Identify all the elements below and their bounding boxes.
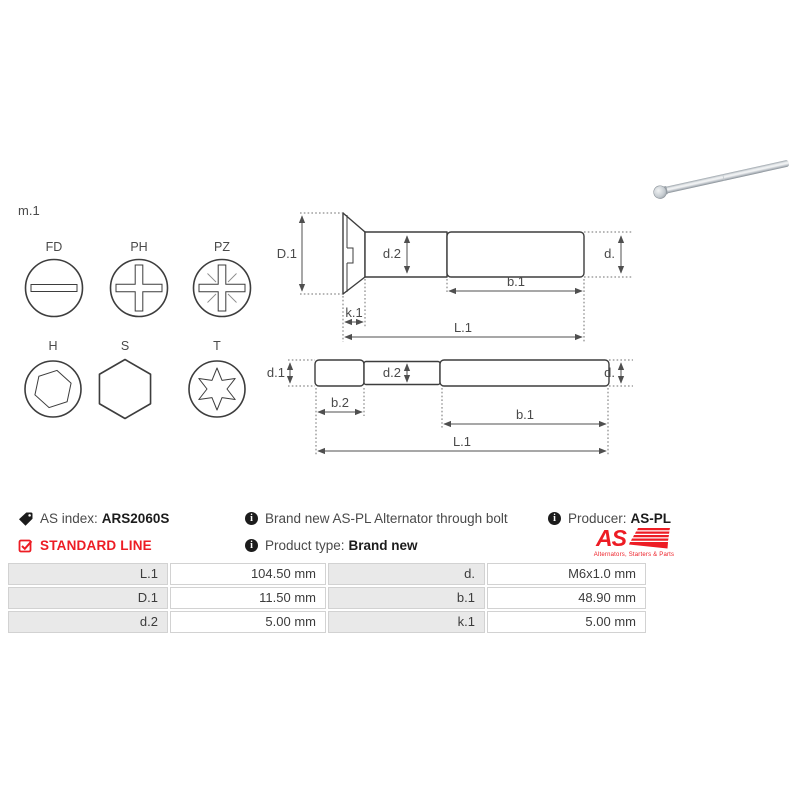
standard-line-row — [18, 537, 152, 553]
spec-label: d. — [328, 563, 485, 585]
product-type-row — [245, 537, 418, 553]
brand-logo — [582, 525, 686, 561]
description-row — [245, 510, 508, 526]
logo-subtitle: Alternators, Starters & Parts — [593, 552, 675, 558]
module-label: m.1 — [18, 203, 40, 218]
hex-socket-drive-icon — [25, 361, 81, 417]
pozidriv-drive-icon — [194, 260, 251, 317]
spec-label: k.1 — [328, 611, 485, 633]
spec-value: 104.50 mm — [170, 563, 326, 585]
logo-stripes — [629, 528, 670, 549]
spec-table — [8, 563, 646, 633]
as-index-value: ARS2060S — [101, 510, 170, 526]
spec-label: b.1 — [328, 587, 485, 609]
spec-value: 5.00 mm — [170, 611, 326, 633]
hex-external-drive-icon — [99, 360, 150, 419]
dim-label-d-top: d. — [604, 246, 615, 261]
logo-text: AS — [596, 525, 626, 551]
phillips-drive-icon — [111, 260, 168, 317]
drive-grid — [25, 240, 251, 419]
dim-label-k1: k.1 — [345, 305, 363, 320]
drive-label-pz: PZ — [214, 240, 230, 254]
dim-label-L1-bottom: L.1 — [452, 434, 472, 449]
spec-value: 11.50 mm — [170, 587, 326, 609]
as-index-label: AS index: — [40, 510, 98, 526]
spec-value: 5.00 mm — [487, 611, 646, 633]
producer-label: Producer: — [568, 510, 627, 526]
dim-label-b2: b.2 — [330, 395, 350, 410]
dim-label-d2-bottom: d.2 — [382, 365, 401, 380]
info-icon — [245, 539, 258, 552]
torx-drive-icon — [189, 361, 245, 417]
drive-label-ph: PH — [130, 240, 148, 254]
slotted-drive-icon — [26, 260, 83, 317]
double-threaded-stud-diagram — [267, 360, 633, 456]
description-text: Brand new AS-PL Alternator through bolt — [265, 510, 508, 526]
info-icon — [548, 512, 561, 525]
dim-label-L1-top: L.1 — [453, 320, 473, 335]
drive-label-t: T — [213, 339, 221, 353]
producer-value: AS-PL — [630, 510, 672, 526]
drive-label-fd: FD — [45, 240, 63, 254]
countersunk-screw-diagram — [277, 213, 633, 342]
product-photo — [652, 157, 790, 199]
dim-label-d1-bottom: d.1 — [266, 365, 285, 380]
producer-row — [548, 510, 671, 526]
standard-line-badge: STANDARD LINE — [40, 537, 152, 553]
spec-label: D.1 — [8, 587, 168, 609]
product-type-label: Product type: — [265, 537, 345, 553]
dim-label-d-bottom: d. — [604, 365, 615, 380]
info-icon — [245, 512, 258, 525]
drive-label-s: S — [120, 339, 130, 353]
spec-value: 48.90 mm — [487, 587, 646, 609]
spec-label: L.1 — [8, 563, 168, 585]
product-type-value: Brand new — [348, 537, 418, 553]
spec-value: M6x1.0 mm — [487, 563, 646, 585]
dim-label-b1-top: b.1 — [506, 274, 526, 289]
spec-label: d.2 — [8, 611, 168, 633]
dim-label-b1-bottom: b.1 — [515, 407, 535, 422]
checkbox-checked-icon — [18, 538, 33, 553]
dim-label-D1: D.1 — [276, 246, 297, 261]
drive-label-h: H — [48, 339, 58, 353]
dim-label-d2-top: d.2 — [382, 246, 401, 261]
as-index-row — [18, 510, 169, 526]
tag-icon — [18, 511, 33, 526]
